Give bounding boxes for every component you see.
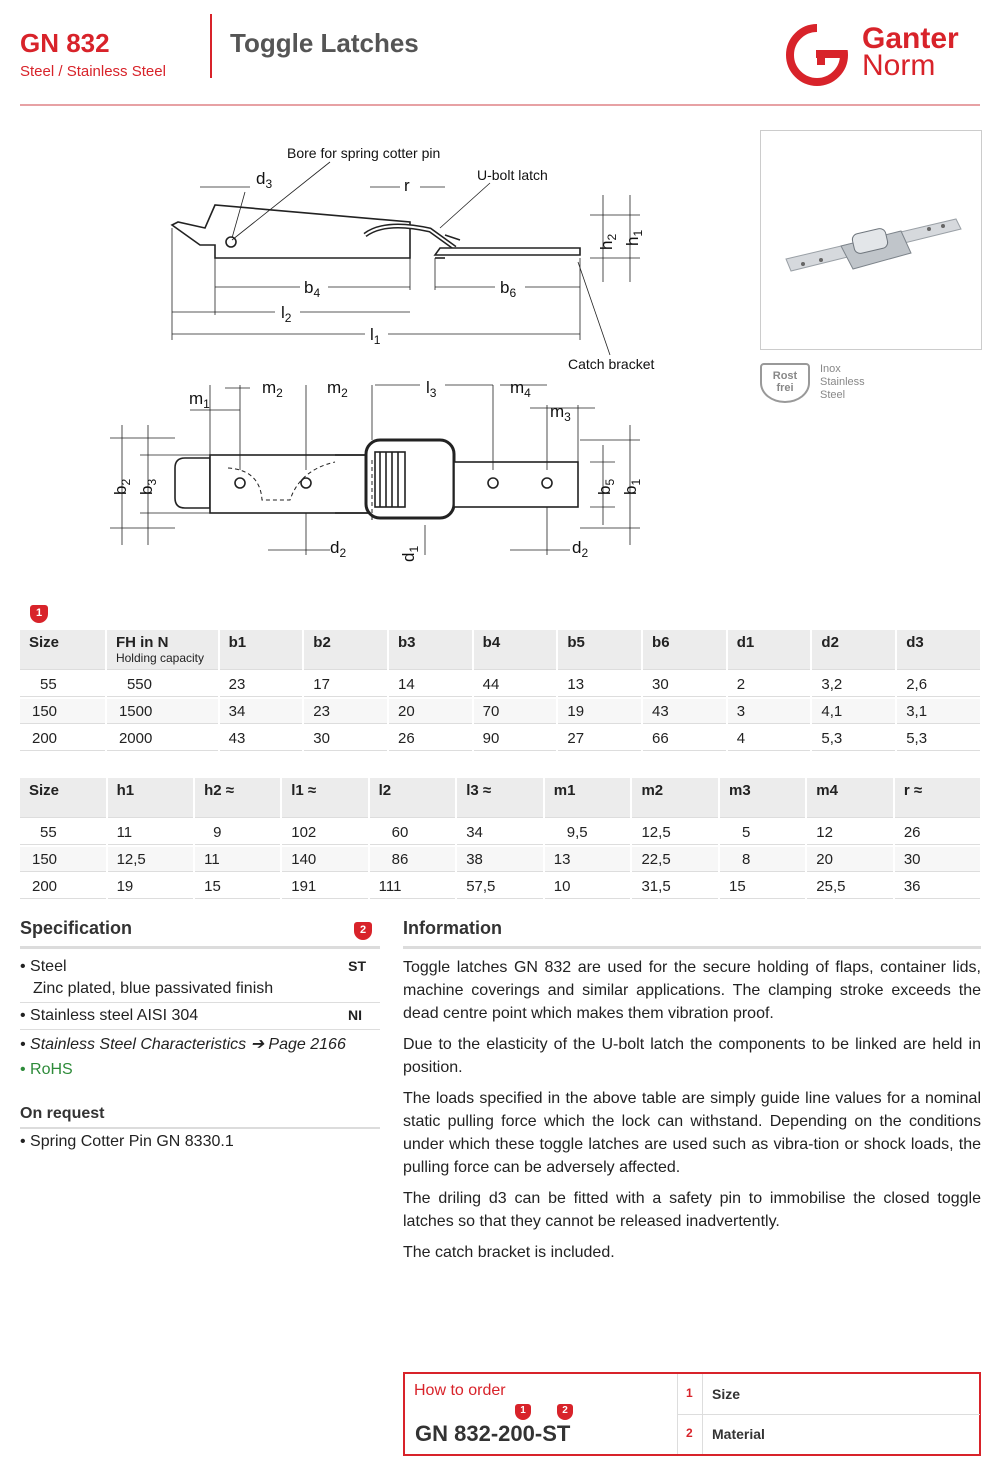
t1-cell: 23 <box>304 699 387 724</box>
t2-cell: 12,5 <box>108 847 194 872</box>
badge-text-3: Steel <box>820 389 846 401</box>
order-legend-row <box>678 1414 980 1454</box>
t1-cell: 5,3 <box>812 726 895 751</box>
product-photo <box>760 130 982 350</box>
dim-d2-right: $d_2$ <box>572 538 589 560</box>
t1-cell: 1500 <box>107 699 218 724</box>
spec-item-steel: • Steel ST <box>20 958 366 975</box>
table1-header-row <box>20 630 980 670</box>
t2-cell: 60 <box>370 820 456 845</box>
t2-cell: 150 <box>20 847 106 872</box>
dim-b1: $b_1$ <box>621 478 643 495</box>
order-badge-2: 2 <box>557 1404 573 1420</box>
badge-text-2: Stainless <box>820 376 865 388</box>
order-title: How to order <box>414 1382 506 1399</box>
label-ubolt: U-bolt latch <box>477 167 548 183</box>
t1-cell: 66 <box>643 726 726 751</box>
dim-l3: $l_3$ <box>426 378 437 400</box>
t1-cell: 23 <box>220 672 303 697</box>
dim-h1: $h_1$ <box>623 229 645 246</box>
t2-cell: 57,5 <box>457 874 543 899</box>
legend-label-size: Size <box>712 1386 741 1402</box>
t2-cell: 11 <box>108 820 194 845</box>
info-paragraph: The catch bracket is included. <box>403 1244 615 1261</box>
info-paragraph: The loads specified in the above table are simply guide line values for a nominal static pulling force which the lock can withstand. Depending on the conditions under which these toggle latches are used such as vibra-tion or shock loads, the pulling force can be adversely affected. <box>403 1090 981 1176</box>
t2-cell: 26 <box>895 820 980 845</box>
header-divider <box>210 14 212 78</box>
t2-cell: 11 <box>195 847 280 872</box>
badge-text-1: Inox <box>820 363 841 375</box>
t2-cell: 19 <box>108 874 194 899</box>
product-code: GN 832 <box>20 28 110 58</box>
specification-title: Specification <box>20 918 133 938</box>
rostfrei-stamp <box>760 363 810 403</box>
stamp-text-2: frei <box>776 382 794 394</box>
dim-m3: $m_3$ <box>550 402 571 424</box>
t1-cell: 43 <box>643 699 726 724</box>
dim-b6: $b_6$ <box>500 278 517 300</box>
material-badge <box>760 363 880 403</box>
ganter-logo <box>786 24 986 88</box>
table-row <box>20 726 980 751</box>
product-subtitle: Steel / Stainless Steel <box>20 63 166 80</box>
t2-cell: 22,5 <box>632 847 718 872</box>
t2-cell: 86 <box>370 847 456 872</box>
t1-cell: 30 <box>643 672 726 697</box>
t1-cell: 27 <box>558 726 641 751</box>
order-legend <box>677 1374 980 1454</box>
spec-code-ni: NI <box>348 1007 362 1023</box>
top-view <box>175 440 578 520</box>
technical-drawing <box>100 135 660 565</box>
table-badge-1: 1 <box>30 605 48 623</box>
t1-h-d1: d1 <box>728 630 811 670</box>
spec-badge-2: 2 <box>354 922 372 940</box>
info-paragraph: The driling d3 can be fitted with a safety pin to immobilise the closed toggle latches so that they cannot be released inadvertently. <box>403 1190 981 1230</box>
t1-cell: 2000 <box>107 726 218 751</box>
t1-cell: 3,1 <box>897 699 980 724</box>
spec-item-rohs: • RoHS <box>20 1061 73 1078</box>
t2-cell: 31,5 <box>632 874 718 899</box>
dim-m1: $m_1$ <box>189 389 210 411</box>
t2-h-r: r ≈ <box>895 778 980 818</box>
spec-divider <box>20 1002 380 1003</box>
t2-cell: 8 <box>720 847 805 872</box>
on-request-title: On request <box>20 1105 105 1122</box>
t1-h-b6: b6 <box>643 630 726 670</box>
on-request-item: • Spring Cotter Pin GN 8330.1 <box>20 1133 234 1150</box>
dim-r: r <box>404 176 410 195</box>
legend-num-1: 1 <box>686 1386 693 1400</box>
dim-b3: $b_3$ <box>137 478 159 495</box>
t2-cell: 55 <box>20 820 106 845</box>
order-legend-row <box>678 1374 980 1415</box>
t2-cell: 15 <box>720 874 805 899</box>
legend-divider <box>702 1414 703 1454</box>
toggle-latch-image <box>761 131 981 349</box>
t1-cell: 17 <box>304 672 387 697</box>
t1-cell: 2 <box>728 672 811 697</box>
t1-cell: 70 <box>474 699 557 724</box>
table-row <box>20 874 980 899</box>
order-badge-1: 1 <box>515 1404 531 1420</box>
t1-cell: 20 <box>389 699 472 724</box>
table-row <box>20 847 980 872</box>
t2-cell: 9 <box>195 820 280 845</box>
t1-cell: 550 <box>107 672 218 697</box>
t1-h-b1: b1 <box>220 630 303 670</box>
t2-cell: 200 <box>20 874 106 899</box>
dim-m2-right: $m_2$ <box>327 378 348 400</box>
header-rule <box>20 104 980 106</box>
t1-h-b3: b3 <box>389 630 472 670</box>
t1-cell: 90 <box>474 726 557 751</box>
spec-link-characteristics[interactable]: • Stainless Steel Characteristics ➔ Page 2166 <box>20 1036 346 1053</box>
legend-divider <box>702 1374 703 1414</box>
t1-cell: 55 <box>20 672 105 697</box>
t1-h-d2: d2 <box>812 630 895 670</box>
t2-cell: 34 <box>457 820 543 845</box>
info-paragraph: Due to the elasticity of the U-bolt latch the components to be linked are held in position. <box>403 1036 981 1076</box>
page-title: Toggle Latches <box>230 28 419 58</box>
t1-h-d3: d3 <box>897 630 980 670</box>
t1-cell: 44 <box>474 672 557 697</box>
t2-cell: 30 <box>895 847 980 872</box>
t2-h-l3: l3 ≈ <box>457 778 543 818</box>
table-row <box>20 699 980 724</box>
t1-cell: 3 <box>728 699 811 724</box>
side-view <box>172 205 580 258</box>
stamp-text-1: Rost <box>772 370 798 382</box>
t2-cell: 10 <box>545 874 631 899</box>
t1-h-b4: b4 <box>474 630 557 670</box>
dim-b2: $b_2$ <box>111 478 133 495</box>
t1-cell: 34 <box>220 699 303 724</box>
dim-d3: $d_3$ <box>256 169 273 191</box>
info-paragraph: Toggle latches GN 832 are used for the secure holding of flaps, container lids, machine coverings and similar applications. The clamping stroke exceeds the dead centre point which makes them vibration proof. <box>403 959 981 1022</box>
dim-l2: $l_2$ <box>281 303 292 325</box>
t2-h-l1: l1 ≈ <box>282 778 367 818</box>
t1-h-fh: FH in N Holding capacity <box>107 630 218 670</box>
logo-word-2: Norm <box>862 49 936 82</box>
t1-cell: 150 <box>20 699 105 724</box>
dim-b5: $b_5$ <box>595 478 617 495</box>
table-row <box>20 820 980 845</box>
legend-num-2: 2 <box>686 1426 693 1440</box>
t2-cell: 20 <box>807 847 893 872</box>
label-catch: Catch bracket <box>568 356 655 372</box>
t2-cell: 9,5 <box>545 820 631 845</box>
t2-cell: 111 <box>370 874 456 899</box>
dim-m4: $m_4$ <box>510 378 531 400</box>
table-row <box>20 672 980 697</box>
dim-l1: $l_1$ <box>370 325 381 347</box>
t1-cell: 14 <box>389 672 472 697</box>
spec-item-stainless: • Stainless steel AISI 304 NI <box>20 1007 362 1024</box>
dim-d2-left: $d_2$ <box>330 538 347 560</box>
logo-word-1: Ganter <box>862 22 959 55</box>
t2-h-l2: l2 <box>370 778 456 818</box>
dimension-table-2 <box>18 776 982 901</box>
t2-cell: 12 <box>807 820 893 845</box>
t2-cell: 140 <box>282 847 367 872</box>
t2-h-m1: m1 <box>545 778 631 818</box>
dimension-table-1 <box>18 628 982 753</box>
order-code: GN 832-200-ST <box>415 1421 571 1446</box>
t1-cell: 2,6 <box>897 672 980 697</box>
t2-h-size: Size <box>20 778 106 818</box>
t2-cell: 25,5 <box>807 874 893 899</box>
t1-cell: 200 <box>20 726 105 751</box>
t2-h-m3: m3 <box>720 778 805 818</box>
spec-rule <box>20 946 380 949</box>
t2-h-h1: h1 <box>108 778 194 818</box>
t1-h-fh-sub: Holding capacity <box>115 651 205 665</box>
t1-cell: 13 <box>558 672 641 697</box>
information-title: Information <box>403 918 502 938</box>
t1-cell: 5,3 <box>897 726 980 751</box>
t2-cell: 38 <box>457 847 543 872</box>
spec-code-st: ST <box>348 958 366 974</box>
t2-cell: 15 <box>195 874 280 899</box>
info-rule <box>403 946 981 949</box>
how-to-order-box <box>403 1372 981 1456</box>
table2-header-row <box>20 778 980 818</box>
spec-divider <box>20 1029 380 1030</box>
t1-cell: 3,2 <box>812 672 895 697</box>
t1-cell: 4,1 <box>812 699 895 724</box>
dim-m2-left: $m_2$ <box>262 378 283 400</box>
spec-item-finish: Zinc plated, blue passivated finish <box>33 980 274 997</box>
t2-cell: 191 <box>282 874 367 899</box>
on-request-rule <box>20 1127 380 1129</box>
t2-h-h2: h2 ≈ <box>195 778 280 818</box>
t2-h-m2: m2 <box>632 778 718 818</box>
t1-h-size: Size <box>20 630 105 670</box>
dim-b4: $b_4$ <box>304 278 321 300</box>
t2-cell: 12,5 <box>632 820 718 845</box>
t1-cell: 19 <box>558 699 641 724</box>
t1-h-b2: b2 <box>304 630 387 670</box>
ganter-logo-mark <box>786 24 850 86</box>
t1-cell: 43 <box>220 726 303 751</box>
t2-h-m4: m4 <box>807 778 893 818</box>
t1-h-b5: b5 <box>558 630 641 670</box>
t1-cell: 30 <box>304 726 387 751</box>
t1-cell: 26 <box>389 726 472 751</box>
dim-d1: $d_1$ <box>399 545 421 562</box>
dim-h2: $h_2$ <box>597 233 619 250</box>
t2-cell: 36 <box>895 874 980 899</box>
legend-label-material: Material <box>712 1426 765 1442</box>
t2-cell: 13 <box>545 847 631 872</box>
t2-cell: 102 <box>282 820 367 845</box>
t1-cell: 4 <box>728 726 811 751</box>
label-bore: Bore for spring cotter pin <box>287 145 441 161</box>
information-body <box>403 956 981 1264</box>
t2-cell: 5 <box>720 820 805 845</box>
